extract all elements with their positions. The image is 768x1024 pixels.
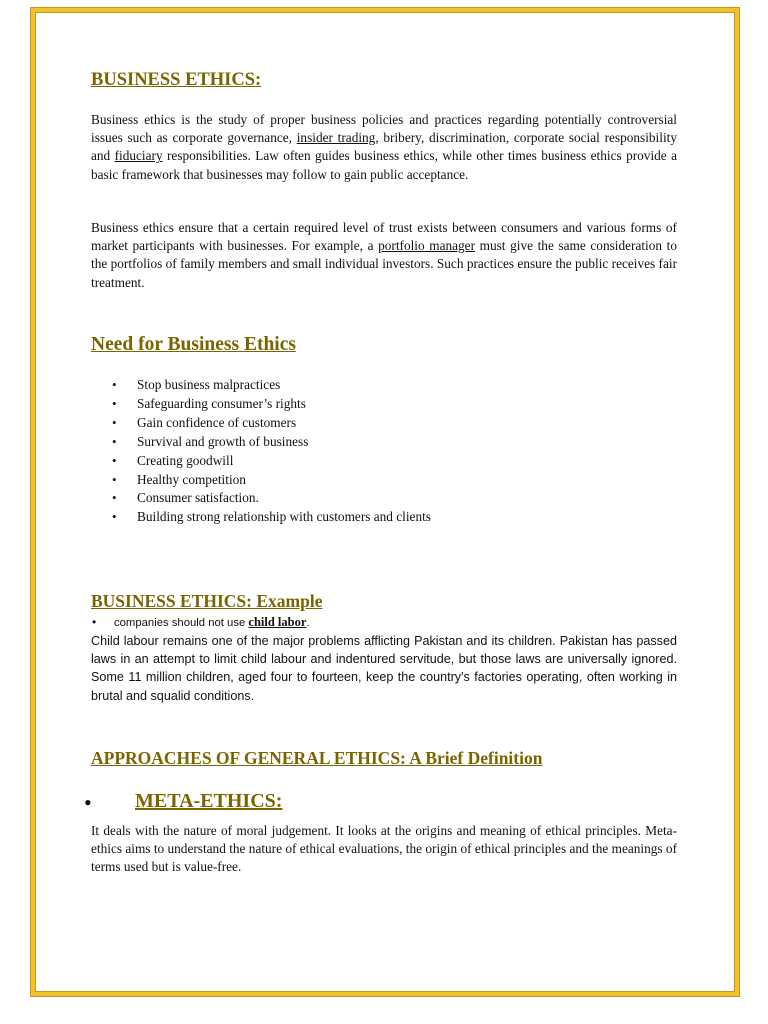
- need-list: [91, 376, 677, 527]
- link-insider-trading[interactable]: insider trading: [296, 130, 376, 146]
- list-item: • Healthy competition: [91, 471, 677, 490]
- list-item: • Consumer satisfaction.: [91, 489, 677, 508]
- paragraph-trust: Business ethics ensure that a certain required level of trust exists between consumers and various forms of market participants with businesses. For example, a portfolio manager must give the same consideration to the portfolios of family members and small individual investors. Such practices ensure the public receives fair treatment.: [91, 220, 677, 290]
- paragraph-meta-ethics: It deals with the nature of moral judgement. It looks at the origins and meaning of ethical principles. Meta-ethics aims to understand the nature of ethical evaluations, the origin of ethical principles and the meanings of terms used but is value-free.: [91, 823, 677, 875]
- list-item: • Safeguarding consumer’s rights: [91, 395, 677, 414]
- bullet-icon: •: [84, 790, 92, 815]
- section-title-meta-ethics: META-ETHICS:: [135, 790, 283, 812]
- list-item: • Creating goodwill: [91, 452, 677, 471]
- list-item: • Stop business malpractices: [91, 376, 677, 395]
- example-bullet: • companies should not use child labor.: [91, 615, 700, 631]
- section-title-approaches: APPROACHES OF GENERAL ETHICS: A Brief Definition: [91, 748, 543, 768]
- link-fiduciary[interactable]: fiduciary: [114, 148, 163, 164]
- section-title-business-ethics: BUSINESS ETHICS:: [91, 70, 262, 90]
- list-item: • Building strong relationship with customers and clients: [91, 508, 677, 527]
- paragraph-child-labour: Child labour remains one of the major problems afflicting Pakistan and its children. Pakistan has passed laws in an attempt to limit child labour and indentured servitude, but those laws are universally ignored. Some 11 million children, aged four to fourteen, keep the country's factories operating, often working in brutal and squalid conditions.: [91, 634, 677, 703]
- link-portfolio-manager[interactable]: portfolio manager: [378, 238, 476, 254]
- list-item: • Survival and growth of business: [91, 433, 677, 452]
- child-labor-text: child labor: [248, 615, 307, 629]
- list-item: • Gain confidence of customers: [91, 414, 677, 433]
- section-title-need: Need for Business Ethics: [91, 334, 296, 355]
- paragraph-definition: Business ethics is the study of proper business policies and practices regarding potentially controversial issues such as corporate governance, insider trading, bribery, discrimination, corporate social responsibility and fiduciary responsibilities. Law often guides business ethics, while other times business ethics provide a basic framework that businesses may follow to gain public acceptance.: [91, 112, 677, 182]
- section-title-example: BUSINESS ETHICS: Example: [91, 591, 323, 611]
